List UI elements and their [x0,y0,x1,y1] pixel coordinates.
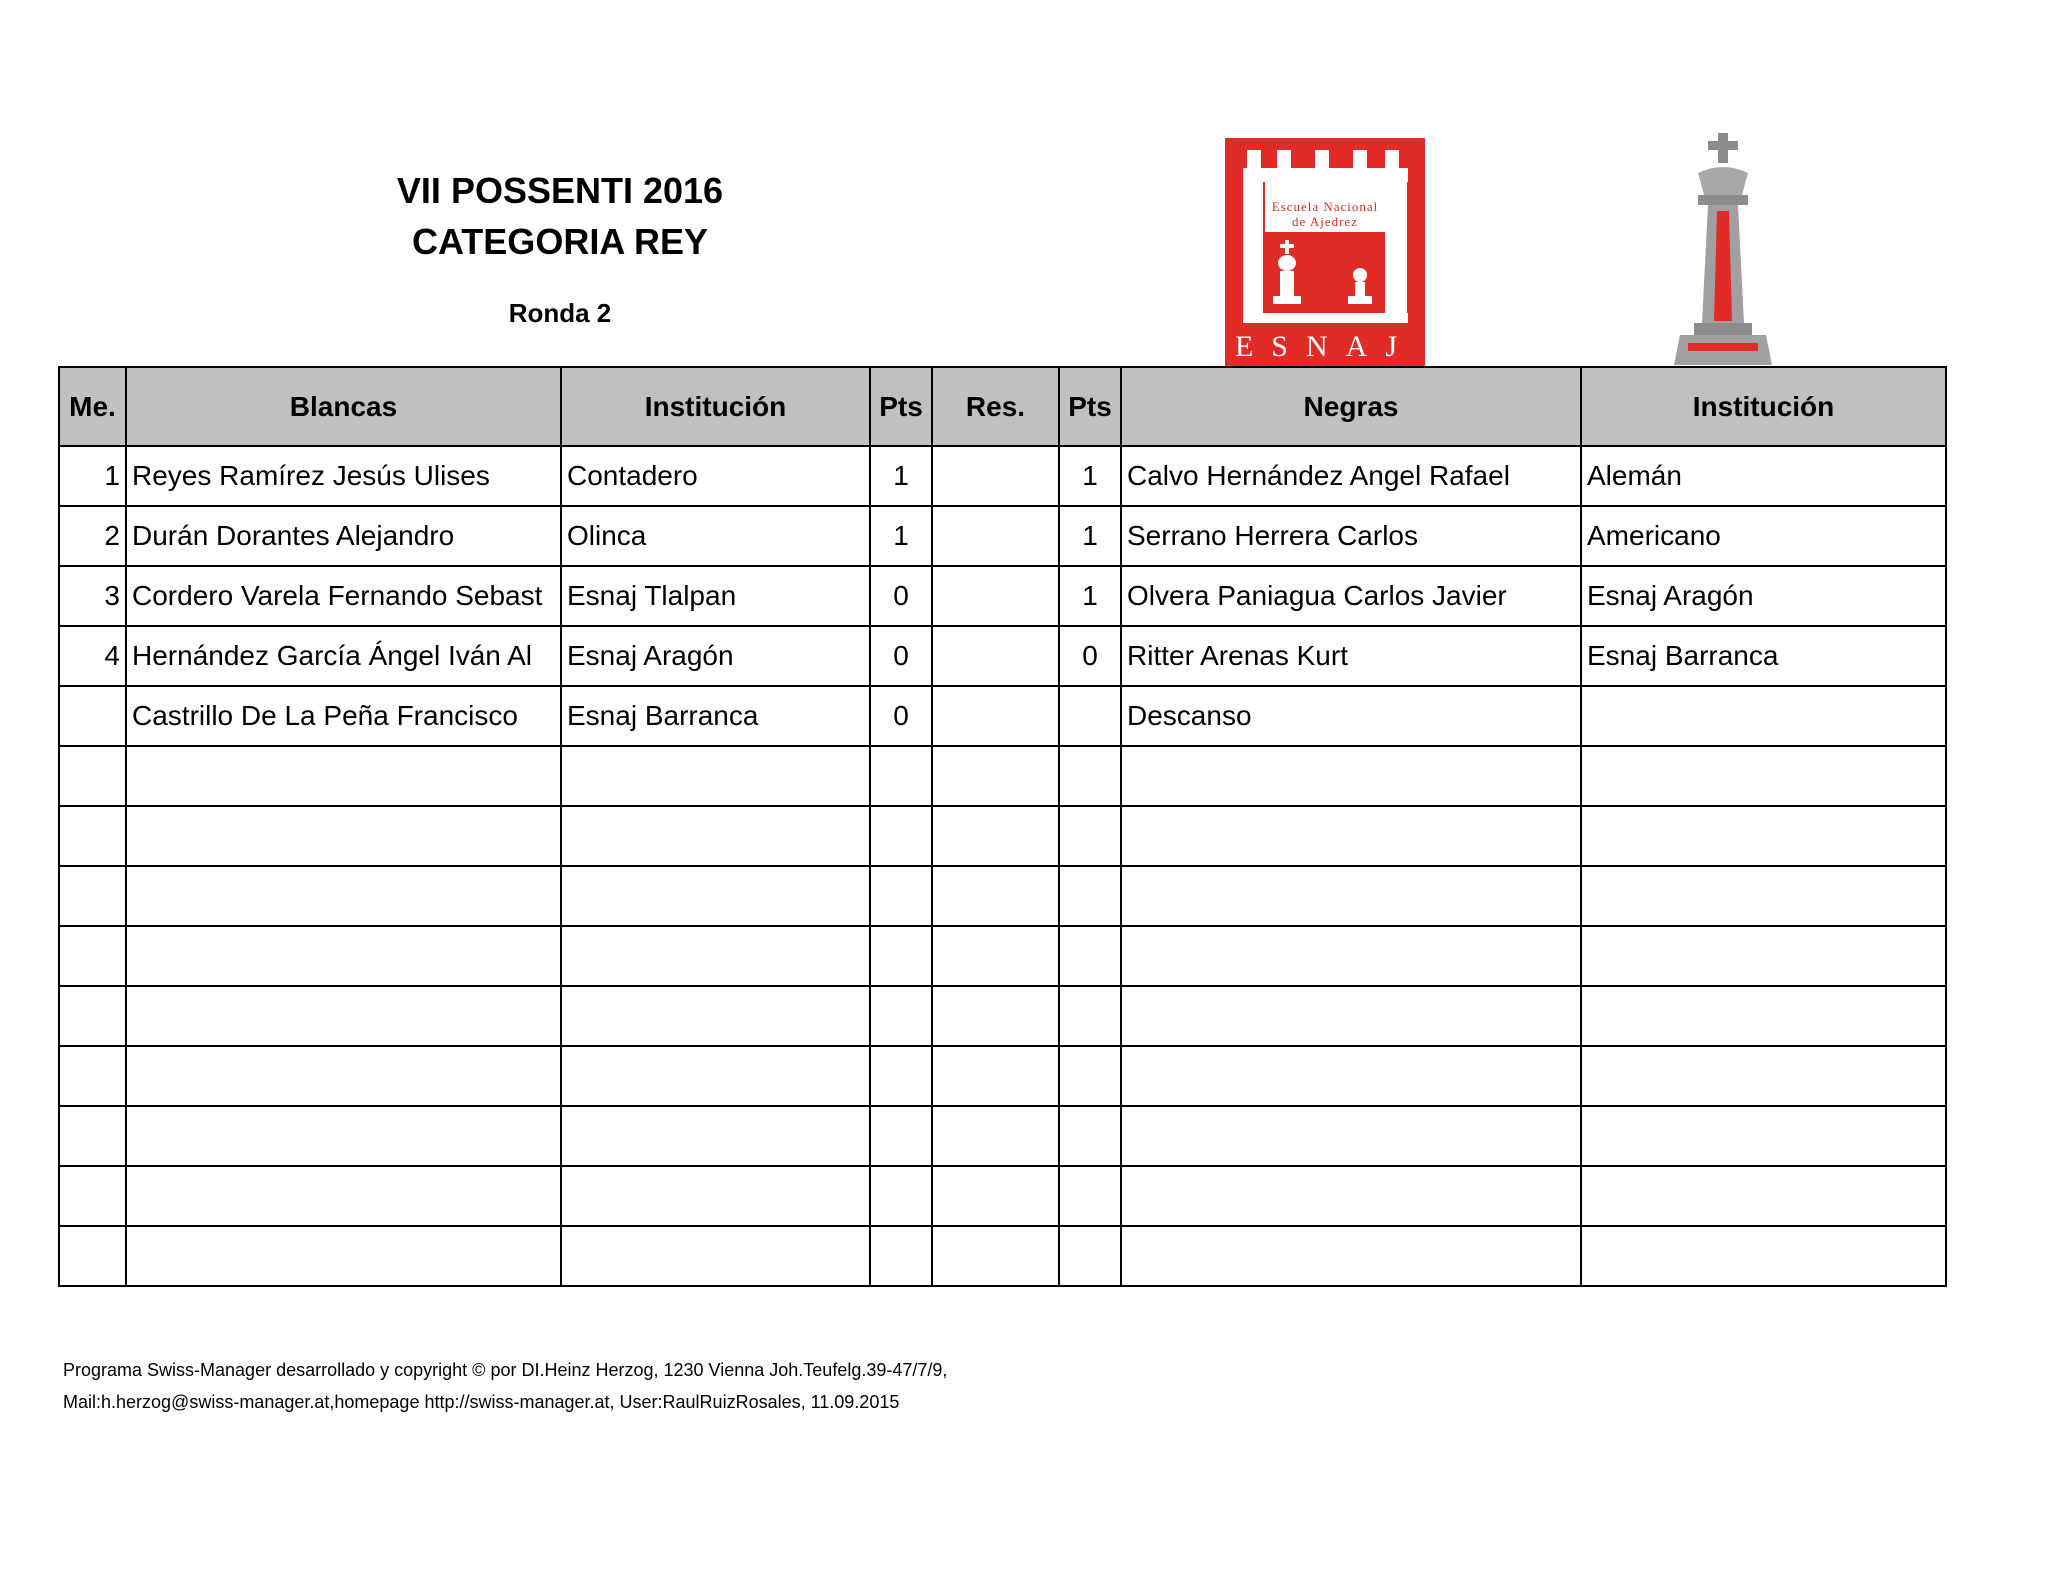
black-player-cell: Serrano Herrera Carlos [1121,506,1581,566]
white-player-cell [126,1166,561,1226]
result-cell [932,1046,1059,1106]
footer-line-2: Mail:h.herzog@swiss-manager.at,homepage http://swiss-manager.at, User:RaulRuizRosales, 11.09.2015 [63,1392,900,1412]
black-player-cell [1121,1166,1581,1226]
table-row [59,1106,1946,1166]
white-player-cell: Reyes Ramírez Jesús Ulises [126,446,561,506]
black-institution-cell [1581,1046,1946,1106]
black-pts-cell [1059,686,1121,746]
board-cell: 2 [59,506,126,566]
black-player-cell: Ritter Arenas Kurt [1121,626,1581,686]
white-pts-cell: 0 [870,566,932,626]
black-pts-cell [1059,1046,1121,1106]
title-line-1: VII POSSENTI 2016 [396,170,724,211]
black-pts-cell: 1 [1059,446,1121,506]
black-pts-cell [1059,986,1121,1046]
title-line-2: CATEGORIA REY [411,221,708,262]
header-black-pts: Pts [1059,367,1121,446]
white-institution-cell: Esnaj Barranca [561,686,870,746]
black-pts-cell: 0 [1059,626,1121,686]
result-cell [932,626,1059,686]
table-row [59,986,1946,1046]
result-cell [932,806,1059,866]
white-institution-cell [561,1106,870,1166]
board-cell [59,686,126,746]
result-cell [932,1226,1059,1286]
black-pts-cell: 1 [1059,566,1121,626]
esnaj-logo [1225,138,1425,368]
white-institution-cell: Esnaj Aragón [561,626,870,686]
white-pts-cell [870,806,932,866]
black-pts-cell [1059,1106,1121,1166]
table-row [59,1166,1946,1226]
black-institution-cell: Esnaj Barranca [1581,626,1946,686]
table-row [59,926,1946,986]
table-row [59,506,1946,566]
logo-text-line1: Escuela Nacional [1271,199,1379,214]
king-chess-piece-icon [1668,133,1778,368]
white-institution-cell: Esnaj Tlalpan [561,566,870,626]
result-cell [932,566,1059,626]
tournament-title [360,165,760,267]
white-pts-cell [870,1046,932,1106]
footer-line-1: Programa Swiss-Manager desarrollado y copyright © por DI.Heinz Herzog, 1230 Vienna Joh.Teufelg.39-47/7/9, [63,1360,948,1380]
header-white-institution: Institución [561,367,870,446]
logo-text-line2: de Ajedrez [1292,214,1358,229]
table-row [59,686,1946,746]
black-player-cell [1121,866,1581,926]
black-institution-cell [1581,926,1946,986]
board-cell [59,866,126,926]
black-player-cell [1121,1106,1581,1166]
table-row [59,566,1946,626]
result-cell [932,446,1059,506]
white-pts-cell [870,1106,932,1166]
black-institution-cell [1581,686,1946,746]
white-pts-cell [870,986,932,1046]
black-institution-cell [1581,866,1946,926]
pairings-table [58,366,1947,1287]
black-pts-cell [1059,926,1121,986]
white-player-cell: Durán Dorantes Alejandro [126,506,561,566]
white-player-cell [126,926,561,986]
white-player-cell [126,866,561,926]
white-player-cell: Hernández García Ángel Iván Al [126,626,561,686]
black-pts-cell [1059,806,1121,866]
black-institution-cell: Esnaj Aragón [1581,566,1946,626]
white-player-cell [126,986,561,1046]
white-institution-cell [561,1046,870,1106]
white-institution-cell [561,1226,870,1286]
board-cell [59,1106,126,1166]
white-pts-cell [870,866,932,926]
black-player-cell [1121,746,1581,806]
white-pts-cell: 0 [870,626,932,686]
board-cell [59,1166,126,1226]
white-institution-cell: Olinca [561,506,870,566]
table-row [59,806,1946,866]
result-cell [932,926,1059,986]
black-player-cell: Descanso [1121,686,1581,746]
white-pts-cell: 1 [870,506,932,566]
black-player-cell [1121,926,1581,986]
black-pts-cell [1059,1226,1121,1286]
white-pts-cell [870,1226,932,1286]
white-player-cell [126,1106,561,1166]
table-row [59,1226,1946,1286]
white-institution-cell [561,986,870,1046]
white-player-cell: Castrillo De La Peña Francisco [126,686,561,746]
board-cell: 4 [59,626,126,686]
black-institution-cell: Alemán [1581,446,1946,506]
white-institution-cell [561,1166,870,1226]
result-cell [932,506,1059,566]
black-institution-cell: Americano [1581,506,1946,566]
board-cell [59,746,126,806]
white-pts-cell: 1 [870,446,932,506]
round-label: Ronda 2 [508,298,612,328]
black-pts-cell [1059,746,1121,806]
black-player-cell [1121,1226,1581,1286]
white-player-cell [126,746,561,806]
table-row [59,446,1946,506]
header-white-pts: Pts [870,367,932,446]
white-pts-cell [870,746,932,806]
result-cell [932,986,1059,1046]
table-row [59,746,1946,806]
black-player-cell [1121,806,1581,866]
black-player-cell [1121,1046,1581,1106]
white-pts-cell [870,1166,932,1226]
black-institution-cell [1581,806,1946,866]
header-white: Blancas [126,367,561,446]
white-institution-cell: Contadero [561,446,870,506]
header-board: Me. [59,367,126,446]
black-pts-cell [1059,1166,1121,1226]
board-cell [59,1226,126,1286]
white-institution-cell [561,926,870,986]
black-pts-cell [1059,866,1121,926]
board-cell: 1 [59,446,126,506]
header-row [59,367,1946,446]
white-player-cell [126,806,561,866]
result-cell [932,686,1059,746]
black-institution-cell [1581,1166,1946,1226]
logo-brand: ESNAJ [1234,330,1416,363]
board-cell [59,986,126,1046]
footer [63,1354,947,1418]
black-institution-cell [1581,986,1946,1046]
white-institution-cell [561,866,870,926]
white-player-cell [126,1226,561,1286]
white-player-cell: Cordero Varela Fernando Sebast [126,566,561,626]
board-cell [59,806,126,866]
white-pts-cell: 0 [870,686,932,746]
black-pts-cell: 1 [1059,506,1121,566]
board-cell [59,926,126,986]
table-row [59,626,1946,686]
white-institution-cell [561,806,870,866]
board-cell: 3 [59,566,126,626]
header-black-institution: Institución [1581,367,1946,446]
white-institution-cell [561,746,870,806]
result-cell [932,1106,1059,1166]
black-institution-cell [1581,746,1946,806]
table-row [59,1046,1946,1106]
white-pts-cell [870,926,932,986]
result-cell [932,866,1059,926]
white-player-cell [126,1046,561,1106]
black-player-cell [1121,986,1581,1046]
board-cell [59,1046,126,1106]
header-result: Res. [932,367,1059,446]
black-institution-cell [1581,1226,1946,1286]
result-cell [932,746,1059,806]
black-institution-cell [1581,1106,1946,1166]
black-player-cell: Calvo Hernández Angel Rafael [1121,446,1581,506]
result-cell [932,1166,1059,1226]
table-row [59,866,1946,926]
header-black: Negras [1121,367,1581,446]
black-player-cell: Olvera Paniagua Carlos Javier [1121,566,1581,626]
